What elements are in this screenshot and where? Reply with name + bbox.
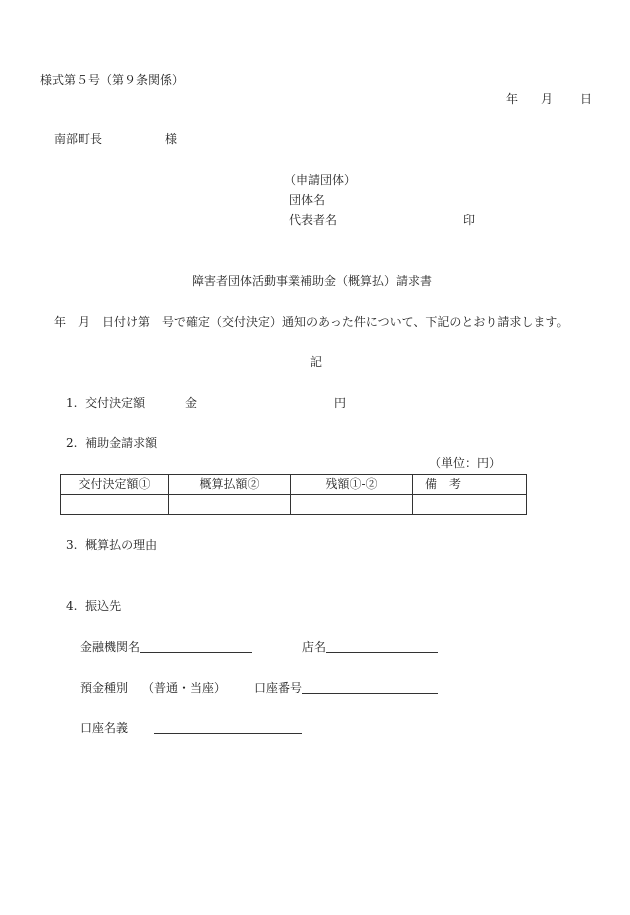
bank-name-label: 金融機関名 (80, 640, 141, 654)
col-header-decided-amount: 交付決定額① (61, 475, 169, 495)
item1-label: 1. 交付決定額 (66, 396, 146, 410)
cell-decided-amount[interactable] (61, 495, 169, 515)
applicant-org-label: 団体名 (289, 193, 326, 207)
col-header-advance-amount: 概算払額② (169, 475, 291, 495)
col-header-remarks: 備 考 (413, 475, 527, 495)
request-amount-table (60, 474, 527, 515)
cell-remarks[interactable] (413, 495, 527, 515)
item1-yen: 円 (334, 396, 347, 410)
intro-text: 年 月 日付け第 号で確定（交付決定）通知のあった件について、下記のとおり請求します。 (54, 315, 569, 329)
addressee-honorific: 様 (165, 132, 178, 146)
applicant-rep-label: 代表者名 (289, 213, 338, 227)
col-header-remaining-amount: 残額①-② (291, 475, 413, 495)
branch-name-label: 店名 (302, 640, 327, 654)
form-number: 様式第５号（第９条関係） (40, 73, 185, 87)
account-number-label: 口座番号 (254, 681, 303, 695)
addressee-name: 南部町長 (54, 132, 103, 146)
account-name-field[interactable] (154, 733, 302, 734)
account-number-field[interactable] (302, 693, 438, 694)
item3-label: 3. 概算払の理由 (66, 538, 158, 552)
table-row (61, 495, 527, 515)
table-header-row (61, 475, 527, 495)
item2-label: 2. 補助金請求額 (66, 436, 158, 450)
date-month-label: 月 (541, 92, 554, 106)
applicant-heading: （申請団体） (284, 173, 357, 187)
deposit-type-label: 預金種別 (80, 681, 129, 695)
cell-remaining-amount[interactable] (291, 495, 413, 515)
document-title: 障害者団体活動事業補助金（概算払）請求書 (192, 274, 433, 288)
item4-label: 4. 振込先 (66, 599, 122, 613)
seal-mark: 印 (463, 213, 476, 227)
bank-name-field[interactable] (140, 652, 252, 653)
date-year-label: 年 (506, 92, 519, 106)
unit-label: （単位：円） (429, 456, 502, 470)
cell-advance-amount[interactable] (169, 495, 291, 515)
account-name-label: 口座名義 (80, 721, 129, 735)
item1-kin: 金 (185, 396, 198, 410)
deposit-type-options: （普通・当座） (142, 681, 227, 695)
date-day-label: 日 (580, 92, 593, 106)
branch-name-field[interactable] (326, 652, 438, 653)
ki-label: 記 (310, 355, 323, 369)
